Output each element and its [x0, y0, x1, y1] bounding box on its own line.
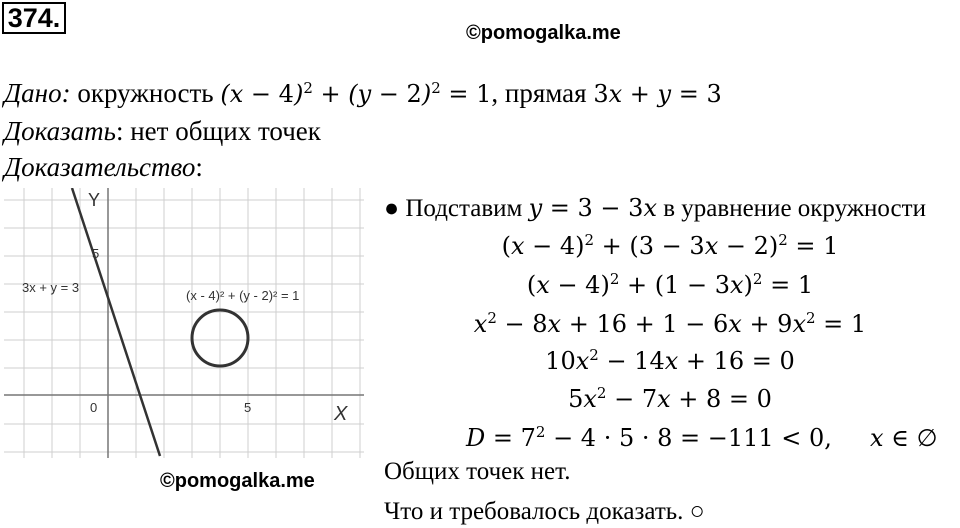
qed-text: Что и требовалось доказать.	[384, 498, 684, 525]
proof-intro-suffix: в уравнение окружности	[663, 195, 926, 222]
substitution: y = 3 − 3x	[528, 194, 657, 222]
step-5: $5x^2 - 7x + 8 = 0$	[568, 384, 772, 413]
prove-text: нет общих точек	[130, 116, 321, 146]
watermark-top: ©pomogalka.me	[466, 22, 621, 44]
given-line: Дано: окружность $(x - 4)^2 + (y - 2)^2 = 1$, прямая 3x + y = 3	[4, 78, 722, 108]
proof-label-line: Доказательство:	[4, 152, 203, 182]
qed-line	[384, 498, 705, 526]
qed-circle-icon: ○	[689, 498, 705, 525]
step-no-roots: x ∈ ∅	[870, 424, 938, 452]
circle-graph-label: (x - 4)² + (y - 2)² = 1	[186, 288, 300, 303]
prove-line: Доказать: нет общих точек	[4, 116, 321, 146]
conclusion: Общих точек нет.	[384, 458, 571, 485]
graph	[4, 188, 364, 458]
line-equation: 3x + y = 3	[593, 80, 722, 108]
proof-label: Доказательство	[4, 152, 196, 182]
given-label: Дано:	[4, 78, 71, 108]
step-2: $(x - 4)^2 + (1 - 3x)^2 = 1$	[526, 270, 814, 299]
x-axis-label: X	[334, 403, 348, 425]
proof-intro-prefix: Подставим	[405, 195, 523, 222]
grid	[4, 188, 364, 458]
step-3: $x^2 - 8x + 16 + 1 - 6x + 9x^2 = 1$	[473, 309, 867, 338]
circle-equation: $(x - 4)^2 + (y - 2)^2 = 1$	[220, 79, 492, 108]
circle-word: окружность	[77, 78, 214, 108]
origin-label: 0	[90, 400, 98, 415]
watermark-bottom: ©pomogalka.me	[160, 470, 315, 492]
step-1: $(x - 4)^2 + (3 - 3x - 2)^2 = 1$	[501, 231, 839, 260]
y-axis-label: Y	[88, 190, 101, 210]
prove-label: Доказать	[4, 116, 116, 146]
x-tick-label: 5	[244, 400, 252, 415]
y-tick-label: 5	[92, 246, 100, 261]
step-discriminant: $D = 7^2 - 4 \cdot 5 \cdot 8 = -111 < 0$,	[466, 423, 832, 452]
line-word: прямая	[504, 78, 587, 108]
problem-number: 374.	[2, 2, 66, 34]
step-4: $10x^2 - 14x + 16 = 0$	[545, 346, 795, 375]
line-graph-label: 3x + y = 3	[22, 280, 80, 295]
proof-intro: ● Подставим y = 3 − 3x в уравнение окружности	[384, 194, 926, 222]
